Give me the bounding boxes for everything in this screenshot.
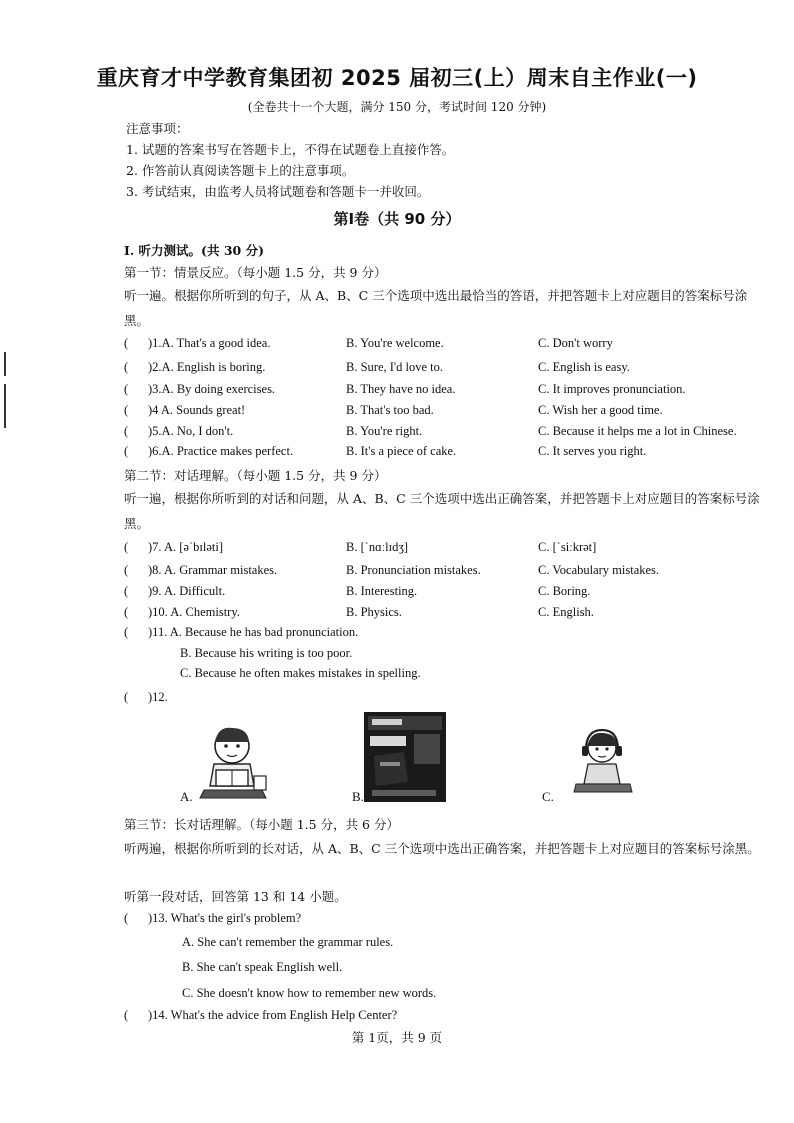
- question-stem: )14. What's the advice from English Help Center?: [148, 1008, 398, 1022]
- answer-bracket[interactable]: (: [124, 382, 129, 396]
- question-row: [124, 625, 784, 645]
- question-stem: )13. What's the girl's problem?: [148, 911, 302, 925]
- option-c: C. Boring.: [538, 584, 591, 598]
- option-b: B. She can't speak English well.: [182, 960, 343, 974]
- section-instruction: 听一遍，根据你所听到的对话和问题，从 A、B、C 三个选项中选出正确答案，并把答题卡上对应题目的答案标号涂黑。: [124, 491, 760, 531]
- option-b: B. Pronunciation mistakes.: [346, 563, 481, 577]
- note-item: 2. 作答前认真阅读答题卡上的注意事项。: [126, 163, 355, 178]
- question-row: [124, 605, 784, 625]
- answer-bracket[interactable]: (: [124, 911, 129, 925]
- option-c: C. [ˈsiːkrət]: [538, 540, 597, 554]
- option-b: B. Because his writing is too poor.: [180, 646, 353, 660]
- option-b: B. [ˈnɑːlɪdʒ]: [346, 540, 409, 554]
- picture-c-child-headphones-icon: [572, 726, 634, 798]
- answer-bracket[interactable]: (: [124, 540, 129, 554]
- option-c: C. She doesn't know how to remember new words.: [182, 986, 437, 1000]
- option-c: C. Vocabulary mistakes.: [538, 563, 660, 577]
- notes: [126, 118, 454, 202]
- exam-subtitle: (全卷共十一个大题，满分 150 分，考试时间 120 分钟): [247, 100, 547, 114]
- option-a: )4 A. Sounds great!: [148, 403, 246, 417]
- question-row: [124, 360, 784, 380]
- option-c: C. English.: [538, 605, 594, 619]
- listening-heading: I. 听力测试。(共 30 分): [124, 243, 264, 258]
- option-b: B. Interesting.: [346, 584, 418, 598]
- question-row: [124, 382, 784, 402]
- option-b: B. You're welcome.: [346, 336, 444, 350]
- option-c: C. English is easy.: [538, 360, 630, 374]
- option-c: C. Don't worry: [538, 336, 613, 350]
- notes-heading: 注意事项：: [126, 121, 189, 136]
- question-number: )12.: [148, 690, 168, 704]
- option-a: )9. A. Difficult.: [148, 584, 226, 598]
- answer-bracket[interactable]: (: [124, 563, 129, 577]
- section-instruction: 听两遍，根据你所听到的长对话，从 A、B、C 三个选项中选出正确答案，并把答题卡上对应题目的答案标号涂黑。: [124, 841, 760, 856]
- answer-bracket[interactable]: (: [124, 403, 129, 417]
- question-row: [124, 563, 784, 583]
- question-row: [124, 911, 784, 931]
- answer-bracket[interactable]: (: [124, 690, 129, 704]
- question-row: [124, 584, 784, 604]
- answer-bracket[interactable]: (: [124, 424, 129, 438]
- note-item: 3. 考试结束，由监考人员将试题卷和答题卡一并收回。: [126, 184, 430, 199]
- question-row: [124, 690, 784, 710]
- section-instruction: 听一遍。根据你所听到的句子，从 A、B、C 三个选项中选出最恰当的答语，并把答题卡上对应题目的答案标号涂黑。: [124, 288, 748, 328]
- option-a: )3.A. By doing exercises.: [148, 382, 276, 396]
- part-title: 第I卷（共 90 分）: [333, 210, 461, 228]
- note-item: 1. 试题的答案书写在答题卡上，不得在试题卷上直接作答。: [126, 142, 455, 157]
- page-number: 第 1页，共 9 页: [351, 1030, 443, 1045]
- option-b: B. It's a piece of cake.: [346, 444, 457, 458]
- answer-bracket[interactable]: (: [124, 605, 129, 619]
- option-a: )10. A. Chemistry.: [148, 605, 240, 619]
- question-row: [124, 336, 784, 356]
- dialogue-instruction: 听第一段对话，回答第 13 和 14 小题。: [124, 889, 347, 904]
- section-title: 第三节：长对话理解。（每小题 1.5 分，共 6 分）: [124, 817, 399, 832]
- option-b: B. Sure, I'd love to.: [346, 360, 444, 374]
- question-row: [124, 1008, 784, 1028]
- option-a: )2.A. English is boring.: [148, 360, 266, 374]
- section-title: 第二节：对话理解。（每小题 1.5 分，共 9 分）: [124, 468, 387, 483]
- option-c: C. It serves you right.: [538, 444, 647, 458]
- option-b: B. You're right.: [346, 424, 423, 438]
- picture-label: C.: [542, 789, 554, 804]
- margin-mark: [4, 352, 6, 376]
- picture-label: B.: [352, 789, 364, 804]
- question-row: [124, 540, 784, 560]
- option-a: )6.A. Practice makes perfect.: [148, 444, 294, 458]
- section-title: 第一节：情景反应。（每小题 1.5 分，共 9 分）: [124, 265, 387, 280]
- question-row: [124, 444, 784, 464]
- option-b: B. They have no idea.: [346, 382, 456, 396]
- picture-label: A.: [180, 789, 193, 804]
- option-a: )8. A. Grammar mistakes.: [148, 563, 278, 577]
- answer-bracket[interactable]: (: [124, 444, 129, 458]
- option-a: A. She can't remember the grammar rules.: [182, 935, 394, 949]
- answer-bracket[interactable]: (: [124, 625, 129, 639]
- question-row: [124, 424, 784, 444]
- question-row: [124, 403, 784, 423]
- option-a: )5.A. No, I don't.: [148, 424, 234, 438]
- option-c: C. Because he often makes mistakes in spelling.: [180, 666, 421, 680]
- exam-title: 重庆育才中学教育集团初 2025 届初三(上）周末自主作业(一): [96, 66, 698, 90]
- option-b: B. That's too bad.: [346, 403, 434, 417]
- option-a: )7. A. [əˈbɪləti]: [148, 540, 223, 554]
- answer-bracket[interactable]: (: [124, 360, 129, 374]
- option-c: C. Because it helps me a lot in Chinese.: [538, 424, 737, 438]
- answer-bracket[interactable]: (: [124, 336, 129, 350]
- option-a: )11. A. Because he has bad pronunciation.: [148, 625, 359, 639]
- option-c: C. It improves pronunciation.: [538, 382, 686, 396]
- margin-mark: [4, 384, 6, 428]
- answer-bracket[interactable]: (: [124, 1008, 129, 1022]
- answer-bracket[interactable]: (: [124, 584, 129, 598]
- picture-a-child-reading-icon: [196, 716, 276, 802]
- option-a: )1.A. That's a good idea.: [148, 336, 271, 350]
- option-b: B. Physics.: [346, 605, 402, 619]
- option-c: C. Wish her a good time.: [538, 403, 663, 417]
- picture-b-photo-icon: [364, 712, 446, 802]
